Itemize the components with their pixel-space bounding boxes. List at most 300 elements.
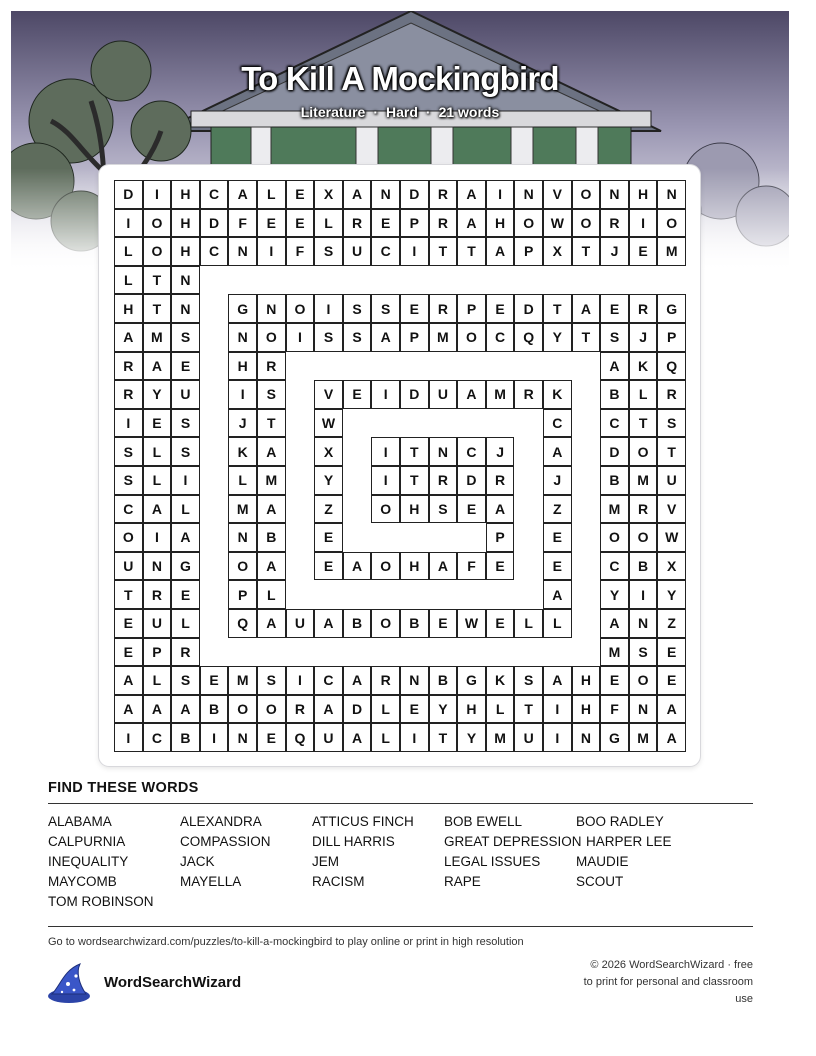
grid-cell[interactable]: O	[228, 552, 257, 581]
grid-cell[interactable]: H	[114, 294, 143, 323]
grid-cell[interactable]: S	[314, 323, 343, 352]
grid-cell[interactable]: E	[343, 380, 372, 409]
grid-cell[interactable]: A	[343, 723, 372, 752]
grid-cell[interactable]: A	[171, 695, 200, 724]
grid-cell[interactable]: B	[343, 609, 372, 638]
grid-cell[interactable]: K	[543, 380, 572, 409]
grid-cell[interactable]: L	[257, 580, 286, 609]
grid-cell[interactable]: G	[457, 666, 486, 695]
grid-cell[interactable]: D	[343, 695, 372, 724]
grid-cell[interactable]: E	[114, 609, 143, 638]
grid-cell[interactable]: I	[143, 523, 172, 552]
grid-cell[interactable]: M	[657, 237, 686, 266]
grid-cell[interactable]: R	[114, 380, 143, 409]
grid-cell[interactable]: U	[429, 380, 458, 409]
grid-cell[interactable]: P	[400, 323, 429, 352]
grid-cell[interactable]: T	[429, 237, 458, 266]
grid-cell[interactable]: E	[486, 609, 515, 638]
grid-cell[interactable]: L	[314, 209, 343, 238]
grid-cell[interactable]: O	[457, 323, 486, 352]
grid-cell[interactable]: S	[257, 380, 286, 409]
grid-cell[interactable]: P	[514, 237, 543, 266]
grid-cell[interactable]: E	[171, 352, 200, 381]
grid-cell[interactable]: N	[629, 609, 658, 638]
grid-cell[interactable]: L	[114, 266, 143, 295]
grid-cell[interactable]: U	[657, 466, 686, 495]
grid-cell[interactable]: P	[228, 580, 257, 609]
grid-cell[interactable]: L	[143, 466, 172, 495]
grid-cell[interactable]: O	[371, 609, 400, 638]
grid-cell[interactable]: S	[171, 409, 200, 438]
grid-cell[interactable]: D	[400, 380, 429, 409]
grid-cell[interactable]: Y	[657, 580, 686, 609]
grid-cell[interactable]: S	[114, 437, 143, 466]
grid-cell[interactable]: A	[257, 437, 286, 466]
grid-cell[interactable]: S	[429, 495, 458, 524]
grid-cell[interactable]: A	[257, 609, 286, 638]
grid-cell[interactable]: H	[171, 209, 200, 238]
grid-cell[interactable]: C	[600, 409, 629, 438]
grid-cell[interactable]: E	[257, 723, 286, 752]
grid-cell[interactable]: A	[143, 352, 172, 381]
grid-cell[interactable]: E	[629, 237, 658, 266]
grid-cell[interactable]: N	[228, 523, 257, 552]
grid-cell[interactable]: T	[657, 437, 686, 466]
grid-cell[interactable]: O	[286, 294, 315, 323]
grid-cell[interactable]: M	[600, 638, 629, 667]
grid-cell[interactable]: A	[114, 695, 143, 724]
grid-cell[interactable]: I	[486, 180, 515, 209]
grid-cell[interactable]: O	[257, 695, 286, 724]
grid-cell[interactable]: K	[486, 666, 515, 695]
grid-cell[interactable]: T	[257, 409, 286, 438]
grid-cell[interactable]: R	[657, 380, 686, 409]
grid-cell[interactable]: O	[572, 209, 601, 238]
grid-cell[interactable]: E	[286, 180, 315, 209]
grid-cell[interactable]: J	[228, 409, 257, 438]
grid-cell[interactable]: E	[457, 495, 486, 524]
grid-cell[interactable]: I	[114, 209, 143, 238]
grid-cell[interactable]: C	[457, 437, 486, 466]
grid-cell[interactable]: I	[371, 437, 400, 466]
grid-cell[interactable]: R	[429, 294, 458, 323]
grid-cell[interactable]: S	[114, 466, 143, 495]
grid-cell[interactable]: C	[200, 237, 229, 266]
grid-cell[interactable]: L	[114, 237, 143, 266]
grid-cell[interactable]: M	[143, 323, 172, 352]
grid-cell[interactable]: S	[343, 323, 372, 352]
grid-cell[interactable]: T	[572, 237, 601, 266]
grid-cell[interactable]: H	[400, 495, 429, 524]
grid-cell[interactable]: L	[171, 609, 200, 638]
grid-cell[interactable]: W	[457, 609, 486, 638]
grid-cell[interactable]: E	[657, 638, 686, 667]
grid-cell[interactable]: T	[429, 723, 458, 752]
grid-cell[interactable]: S	[314, 237, 343, 266]
grid-cell[interactable]: N	[171, 266, 200, 295]
grid-cell[interactable]: F	[457, 552, 486, 581]
grid-cell[interactable]: J	[543, 466, 572, 495]
grid-cell[interactable]: O	[143, 237, 172, 266]
footer-url-text[interactable]: Go to wordsearchwizard.com/puzzles/to-kill-a-mockingbird to play online or print in high resolution	[48, 936, 524, 948]
grid-cell[interactable]: A	[343, 180, 372, 209]
grid-cell[interactable]: T	[400, 466, 429, 495]
grid-cell[interactable]: R	[171, 638, 200, 667]
grid-cell[interactable]: O	[657, 209, 686, 238]
grid-cell[interactable]: U	[171, 380, 200, 409]
grid-cell[interactable]: W	[314, 409, 343, 438]
grid-cell[interactable]: A	[600, 609, 629, 638]
grid-cell[interactable]: O	[143, 209, 172, 238]
grid-cell[interactable]: S	[171, 437, 200, 466]
grid-cell[interactable]: M	[257, 466, 286, 495]
grid-cell[interactable]: D	[200, 209, 229, 238]
grid-cell[interactable]: N	[400, 666, 429, 695]
grid-cell[interactable]: Y	[600, 580, 629, 609]
grid-cell[interactable]: Z	[657, 609, 686, 638]
grid-cell[interactable]: T	[514, 695, 543, 724]
grid-cell[interactable]: A	[114, 666, 143, 695]
grid-cell[interactable]: Q	[657, 352, 686, 381]
grid-cell[interactable]: L	[486, 695, 515, 724]
grid-cell[interactable]: I	[257, 237, 286, 266]
grid-cell[interactable]: H	[572, 695, 601, 724]
grid-cell[interactable]: Q	[228, 609, 257, 638]
grid-cell[interactable]: N	[600, 180, 629, 209]
grid-cell[interactable]: P	[457, 294, 486, 323]
grid-cell[interactable]: V	[314, 380, 343, 409]
grid-cell[interactable]: S	[371, 294, 400, 323]
grid-cell[interactable]: Y	[457, 723, 486, 752]
grid-cell[interactable]: M	[486, 723, 515, 752]
grid-cell[interactable]: C	[200, 180, 229, 209]
grid-cell[interactable]: O	[629, 523, 658, 552]
grid-cell[interactable]: E	[286, 209, 315, 238]
grid-cell[interactable]: R	[629, 294, 658, 323]
grid-cell[interactable]: E	[543, 523, 572, 552]
grid-cell[interactable]: I	[200, 723, 229, 752]
grid-cell[interactable]: H	[629, 180, 658, 209]
grid-cell[interactable]: L	[629, 380, 658, 409]
grid-cell[interactable]: P	[486, 523, 515, 552]
grid-cell[interactable]: S	[343, 294, 372, 323]
grid-cell[interactable]: N	[228, 237, 257, 266]
grid-cell[interactable]: M	[228, 495, 257, 524]
grid-cell[interactable]: I	[286, 323, 315, 352]
grid-cell[interactable]: S	[514, 666, 543, 695]
grid-cell[interactable]: F	[228, 209, 257, 238]
grid-cell[interactable]: E	[486, 294, 515, 323]
grid-cell[interactable]: J	[629, 323, 658, 352]
grid-cell[interactable]: E	[143, 409, 172, 438]
grid-cell[interactable]: I	[629, 209, 658, 238]
grid-cell[interactable]: I	[400, 723, 429, 752]
grid-cell[interactable]: E	[400, 294, 429, 323]
grid-cell[interactable]: K	[629, 352, 658, 381]
grid-cell[interactable]: C	[114, 495, 143, 524]
grid-cell[interactable]: A	[114, 323, 143, 352]
grid-cell[interactable]: U	[514, 723, 543, 752]
grid-cell[interactable]: L	[143, 437, 172, 466]
grid-cell[interactable]: R	[257, 352, 286, 381]
grid-cell[interactable]: Q	[514, 323, 543, 352]
grid-cell[interactable]: C	[371, 237, 400, 266]
grid-cell[interactable]: E	[657, 666, 686, 695]
grid-cell[interactable]: N	[514, 180, 543, 209]
grid-cell[interactable]: S	[171, 666, 200, 695]
grid-cell[interactable]: R	[514, 380, 543, 409]
grid-cell[interactable]: O	[600, 523, 629, 552]
grid-cell[interactable]: I	[171, 466, 200, 495]
grid-cell[interactable]: S	[657, 409, 686, 438]
grid-cell[interactable]: E	[600, 666, 629, 695]
grid-cell[interactable]: C	[486, 323, 515, 352]
grid-cell[interactable]: C	[543, 409, 572, 438]
grid-cell[interactable]: R	[629, 495, 658, 524]
grid-cell[interactable]: U	[143, 609, 172, 638]
grid-cell[interactable]: L	[543, 609, 572, 638]
grid-cell[interactable]: I	[314, 294, 343, 323]
grid-cell[interactable]: A	[143, 695, 172, 724]
grid-cell[interactable]: T	[543, 294, 572, 323]
grid-cell[interactable]: X	[314, 180, 343, 209]
grid-cell[interactable]: A	[457, 209, 486, 238]
grid-cell[interactable]: A	[228, 180, 257, 209]
grid-cell[interactable]: N	[657, 180, 686, 209]
grid-cell[interactable]: I	[629, 580, 658, 609]
grid-cell[interactable]: W	[543, 209, 572, 238]
grid-cell[interactable]: B	[629, 552, 658, 581]
grid-cell[interactable]: Z	[314, 495, 343, 524]
grid-cell[interactable]: A	[314, 695, 343, 724]
grid-cell[interactable]: H	[400, 552, 429, 581]
grid-cell[interactable]: N	[228, 723, 257, 752]
grid-cell[interactable]: A	[314, 609, 343, 638]
grid-cell[interactable]: G	[657, 294, 686, 323]
grid-cell[interactable]: M	[486, 380, 515, 409]
grid-cell[interactable]: O	[228, 695, 257, 724]
grid-cell[interactable]: D	[114, 180, 143, 209]
grid-cell[interactable]: Y	[543, 323, 572, 352]
grid-cell[interactable]: A	[343, 552, 372, 581]
grid-cell[interactable]: A	[600, 352, 629, 381]
grid-cell[interactable]: A	[171, 523, 200, 552]
grid-cell[interactable]: T	[143, 294, 172, 323]
grid-cell[interactable]: L	[257, 180, 286, 209]
grid-cell[interactable]: L	[371, 723, 400, 752]
grid-cell[interactable]: T	[114, 580, 143, 609]
grid-cell[interactable]: C	[143, 723, 172, 752]
grid-cell[interactable]: B	[171, 723, 200, 752]
grid-cell[interactable]: O	[572, 180, 601, 209]
grid-cell[interactable]: H	[486, 209, 515, 238]
grid-cell[interactable]: H	[171, 237, 200, 266]
grid-cell[interactable]: H	[228, 352, 257, 381]
grid-cell[interactable]: P	[143, 638, 172, 667]
grid-cell[interactable]: K	[228, 437, 257, 466]
grid-cell[interactable]: G	[228, 294, 257, 323]
grid-cell[interactable]: E	[200, 666, 229, 695]
grid-cell[interactable]: Y	[314, 466, 343, 495]
grid-cell[interactable]: C	[314, 666, 343, 695]
grid-cell[interactable]: T	[629, 409, 658, 438]
grid-cell[interactable]: E	[400, 695, 429, 724]
grid-cell[interactable]: L	[228, 466, 257, 495]
grid-cell[interactable]: S	[629, 638, 658, 667]
grid-cell[interactable]: I	[143, 180, 172, 209]
grid-cell[interactable]: G	[600, 723, 629, 752]
grid-cell[interactable]: B	[600, 466, 629, 495]
grid-cell[interactable]: E	[257, 209, 286, 238]
grid-cell[interactable]: U	[114, 552, 143, 581]
grid-cell[interactable]: E	[314, 523, 343, 552]
grid-cell[interactable]: V	[657, 495, 686, 524]
grid-cell[interactable]: E	[486, 552, 515, 581]
grid-cell[interactable]: S	[257, 666, 286, 695]
grid-cell[interactable]: G	[171, 552, 200, 581]
grid-cell[interactable]: L	[171, 495, 200, 524]
grid-cell[interactable]: A	[572, 294, 601, 323]
grid-cell[interactable]: N	[629, 695, 658, 724]
grid-cell[interactable]: A	[486, 495, 515, 524]
grid-cell[interactable]: C	[600, 552, 629, 581]
grid-cell[interactable]: A	[657, 695, 686, 724]
grid-cell[interactable]: I	[114, 409, 143, 438]
grid-cell[interactable]: N	[429, 437, 458, 466]
grid-cell[interactable]: I	[228, 380, 257, 409]
grid-cell[interactable]: O	[114, 523, 143, 552]
grid-cell[interactable]: T	[457, 237, 486, 266]
grid-cell[interactable]: M	[629, 466, 658, 495]
grid-cell[interactable]: N	[143, 552, 172, 581]
grid-cell[interactable]: B	[200, 695, 229, 724]
grid-cell[interactable]: X	[314, 437, 343, 466]
grid-cell[interactable]: P	[400, 209, 429, 238]
grid-cell[interactable]: R	[371, 666, 400, 695]
grid-cell[interactable]: N	[171, 294, 200, 323]
grid-cell[interactable]: A	[543, 580, 572, 609]
grid-cell[interactable]: B	[257, 523, 286, 552]
grid-cell[interactable]: X	[543, 237, 572, 266]
grid-cell[interactable]: B	[429, 666, 458, 695]
grid-cell[interactable]: L	[514, 609, 543, 638]
grid-cell[interactable]: D	[457, 466, 486, 495]
grid-cell[interactable]: S	[600, 323, 629, 352]
grid-cell[interactable]: N	[228, 323, 257, 352]
grid-cell[interactable]: R	[343, 209, 372, 238]
grid-cell[interactable]: Z	[543, 495, 572, 524]
grid-cell[interactable]: R	[114, 352, 143, 381]
grid-cell[interactable]: B	[600, 380, 629, 409]
grid-cell[interactable]: A	[457, 380, 486, 409]
grid-cell[interactable]: A	[143, 495, 172, 524]
grid-cell[interactable]: D	[400, 180, 429, 209]
grid-cell[interactable]: M	[629, 723, 658, 752]
grid-cell[interactable]: R	[429, 180, 458, 209]
grid-cell[interactable]: E	[429, 609, 458, 638]
grid-cell[interactable]: R	[286, 695, 315, 724]
grid-cell[interactable]: A	[257, 552, 286, 581]
grid-cell[interactable]: E	[314, 552, 343, 581]
grid-cell[interactable]: O	[371, 552, 400, 581]
grid-cell[interactable]: N	[371, 180, 400, 209]
grid-cell[interactable]: F	[600, 695, 629, 724]
grid-cell[interactable]: O	[514, 209, 543, 238]
grid-cell[interactable]: O	[629, 666, 658, 695]
grid-cell[interactable]: R	[143, 580, 172, 609]
grid-cell[interactable]: R	[486, 466, 515, 495]
grid-cell[interactable]: M	[600, 495, 629, 524]
grid-cell[interactable]: V	[543, 180, 572, 209]
grid-cell[interactable]: H	[457, 695, 486, 724]
grid-cell[interactable]: A	[457, 180, 486, 209]
grid-cell[interactable]: U	[286, 609, 315, 638]
grid-cell[interactable]: I	[371, 380, 400, 409]
grid-cell[interactable]: R	[429, 466, 458, 495]
grid-cell[interactable]: O	[371, 495, 400, 524]
grid-cell[interactable]: A	[486, 237, 515, 266]
grid-cell[interactable]: M	[228, 666, 257, 695]
grid-cell[interactable]: Y	[429, 695, 458, 724]
grid-cell[interactable]: D	[514, 294, 543, 323]
grid-cell[interactable]: N	[572, 723, 601, 752]
grid-cell[interactable]: O	[257, 323, 286, 352]
grid-cell[interactable]: E	[114, 638, 143, 667]
grid-cell[interactable]: H	[572, 666, 601, 695]
grid-cell[interactable]: M	[429, 323, 458, 352]
grid-cell[interactable]: A	[543, 437, 572, 466]
letter-grid[interactable]	[114, 180, 686, 752]
grid-cell[interactable]: S	[171, 323, 200, 352]
grid-cell[interactable]: A	[429, 552, 458, 581]
grid-cell[interactable]: O	[629, 437, 658, 466]
grid-cell[interactable]: H	[171, 180, 200, 209]
grid-cell[interactable]: Y	[143, 380, 172, 409]
grid-cell[interactable]: A	[543, 666, 572, 695]
grid-cell[interactable]: I	[114, 723, 143, 752]
grid-cell[interactable]: U	[314, 723, 343, 752]
grid-cell[interactable]: T	[400, 437, 429, 466]
grid-cell[interactable]: D	[600, 437, 629, 466]
grid-cell[interactable]: R	[600, 209, 629, 238]
grid-cell[interactable]: T	[143, 266, 172, 295]
grid-cell[interactable]: A	[257, 495, 286, 524]
grid-cell[interactable]: I	[543, 695, 572, 724]
grid-cell[interactable]: J	[486, 437, 515, 466]
grid-cell[interactable]: A	[343, 666, 372, 695]
grid-cell[interactable]: U	[343, 237, 372, 266]
grid-cell[interactable]: W	[657, 523, 686, 552]
grid-cell[interactable]: E	[171, 580, 200, 609]
grid-cell[interactable]: Q	[286, 723, 315, 752]
grid-cell[interactable]: E	[543, 552, 572, 581]
grid-cell[interactable]: I	[400, 237, 429, 266]
grid-cell[interactable]: X	[657, 552, 686, 581]
grid-cell[interactable]: A	[657, 723, 686, 752]
grid-cell[interactable]: J	[600, 237, 629, 266]
grid-cell[interactable]: R	[429, 209, 458, 238]
grid-cell[interactable]: E	[371, 209, 400, 238]
grid-cell[interactable]: B	[400, 609, 429, 638]
grid-cell[interactable]: E	[600, 294, 629, 323]
grid-cell[interactable]: L	[371, 695, 400, 724]
grid-cell[interactable]: I	[543, 723, 572, 752]
grid-cell[interactable]: N	[257, 294, 286, 323]
grid-cell[interactable]: A	[371, 323, 400, 352]
grid-cell[interactable]: F	[286, 237, 315, 266]
grid-cell[interactable]: L	[143, 666, 172, 695]
grid-cell[interactable]: P	[657, 323, 686, 352]
